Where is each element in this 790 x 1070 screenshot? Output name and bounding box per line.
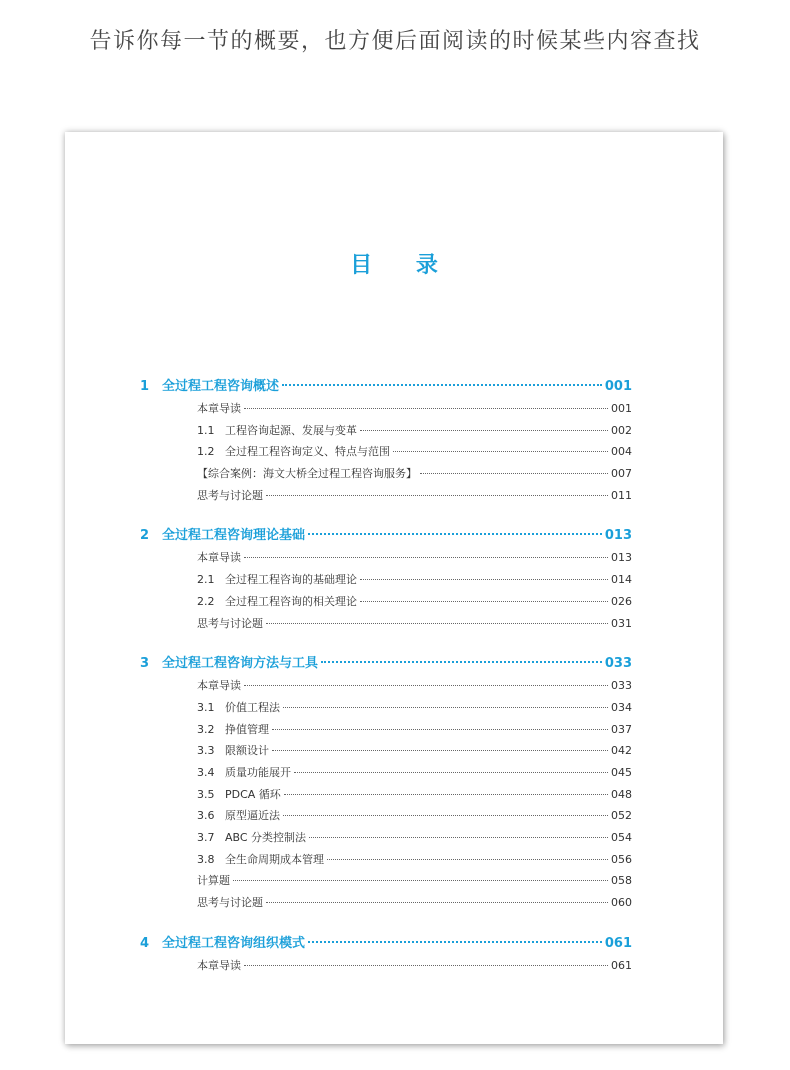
leader-dots (266, 901, 608, 903)
toc-entry[interactable] (140, 441, 632, 463)
entry-title: 计算题 (197, 874, 230, 888)
chapter-number: 2 (140, 528, 150, 544)
entry-title: 工程咨询起源、发展与变革 (225, 423, 357, 437)
toc-chapter-3[interactable] (140, 653, 632, 675)
entry-page: 011 (611, 488, 632, 502)
leader-dots (309, 836, 608, 838)
leader-dots (308, 532, 602, 535)
toc-entry[interactable] (140, 675, 632, 697)
entry-title: 思考与讨论题 (197, 896, 263, 910)
toc-entry[interactable] (140, 805, 632, 827)
toc-entry[interactable] (140, 892, 632, 914)
leader-dots (360, 600, 608, 602)
entry-title: 本章导读 (197, 551, 241, 565)
chapter-number: 3 (140, 656, 150, 672)
entry-number: 2.1 (197, 573, 215, 587)
entry-page: 031 (611, 616, 632, 630)
table-of-contents (140, 376, 632, 976)
toc-chapter-4[interactable] (140, 933, 632, 955)
leader-dots (321, 660, 602, 663)
toc-entry[interactable] (140, 591, 632, 613)
entry-page: 007 (611, 467, 632, 481)
leader-dots (360, 578, 608, 580)
entry-title: 【综合案例：海文大桥全过程工程咨询服务】 (197, 467, 417, 481)
leader-dots (272, 728, 608, 730)
entry-title: 思考与讨论题 (197, 616, 263, 630)
toc-entry[interactable] (140, 613, 632, 635)
chapter-page: 033 (604, 656, 632, 672)
toc-entry[interactable] (140, 849, 632, 871)
entry-number: 1.2 (197, 445, 215, 459)
entry-page: 048 (611, 787, 632, 801)
entry-title: 挣值管理 (225, 722, 269, 736)
entry-title: 本章导读 (197, 958, 241, 972)
toc-gap (140, 634, 632, 653)
leader-dots (272, 749, 608, 751)
entry-page: 045 (611, 765, 632, 779)
toc-entry[interactable] (140, 870, 632, 892)
entry-page: 060 (611, 896, 632, 910)
chapter-page: 061 (604, 935, 632, 951)
entry-number: 3.2 (197, 722, 215, 736)
entry-title: 全过程工程咨询的基础理论 (225, 573, 357, 587)
chapter-title: 全过程工程咨询概述 (162, 379, 280, 394)
leader-dots (294, 771, 608, 773)
entry-number: 3.4 (197, 765, 215, 779)
toc-gap (140, 506, 632, 525)
toc-entry[interactable] (140, 955, 632, 977)
leader-dots (233, 879, 608, 881)
entry-page: 034 (611, 700, 632, 714)
leader-dots (393, 450, 608, 452)
toc-entry[interactable] (140, 420, 632, 442)
leader-dots (244, 556, 608, 558)
entry-title: 全过程工程咨询的相关理论 (225, 594, 357, 608)
entry-number: 3.5 (197, 787, 215, 801)
entry-title: PDCA 循环 (225, 787, 281, 801)
toc-entry[interactable] (140, 485, 632, 507)
chapter-number: 4 (140, 935, 150, 951)
entry-page: 037 (611, 722, 632, 736)
entry-title: 价值工程法 (225, 700, 280, 714)
entry-page: 061 (611, 958, 632, 972)
toc-gap (140, 914, 632, 933)
leader-dots (420, 472, 608, 474)
entry-page: 002 (611, 423, 632, 437)
entry-number: 3.8 (197, 852, 215, 866)
toc-entry[interactable] (140, 762, 632, 784)
entry-title: 思考与讨论题 (197, 488, 263, 502)
leader-dots (266, 622, 608, 624)
entry-title: 全生命周期成本管理 (225, 852, 324, 866)
entry-title: 原型逼近法 (225, 809, 280, 823)
chapter-title: 全过程工程咨询组织模式 (162, 935, 306, 951)
toc-entry[interactable] (140, 784, 632, 806)
toc-chapter-1[interactable] (140, 376, 632, 398)
leader-dots (282, 383, 602, 386)
entry-page: 042 (611, 744, 632, 758)
entry-title: 限额设计 (225, 744, 269, 758)
entry-number: 3.6 (197, 809, 215, 823)
entry-title: 质量功能展开 (225, 765, 291, 779)
leader-dots (244, 964, 608, 966)
leader-dots (308, 940, 602, 943)
leader-dots (283, 814, 608, 816)
leader-dots (327, 858, 608, 860)
book-page (65, 132, 723, 1044)
entry-page: 013 (611, 551, 632, 565)
entry-page: 056 (611, 852, 632, 866)
toc-entry[interactable] (140, 463, 632, 485)
leader-dots (244, 684, 608, 686)
entry-number: 2.2 (197, 594, 215, 608)
entry-page: 058 (611, 874, 632, 888)
toc-entry[interactable] (140, 827, 632, 849)
toc-entry[interactable] (140, 697, 632, 719)
page-caption: 告诉你每一节的概要，也方便后面阅读的时候某些内容查找 (89, 29, 701, 54)
entry-page: 054 (611, 831, 632, 844)
leader-dots (266, 494, 608, 496)
toc-entry[interactable] (140, 569, 632, 591)
entry-page: 033 (611, 679, 632, 693)
leader-dots (244, 407, 608, 409)
toc-entry[interactable] (140, 398, 632, 420)
entry-title: 全过程工程咨询定义、特点与范围 (225, 445, 390, 459)
toc-chapter-2[interactable] (140, 525, 632, 547)
entry-page: 026 (611, 594, 632, 608)
entry-title: 本章导读 (197, 679, 241, 693)
entry-number: 3.7 (197, 831, 215, 844)
entry-page: 001 (611, 402, 632, 415)
chapter-page: 001 (604, 379, 632, 394)
entry-number: 1.1 (197, 423, 215, 437)
chapter-page: 013 (604, 528, 632, 544)
toc-entry[interactable] (140, 719, 632, 741)
entry-title: ABC 分类控制法 (225, 831, 307, 844)
entry-number: 3.1 (197, 700, 215, 714)
leader-dots (360, 429, 608, 431)
toc-title: 目 录 (350, 253, 456, 278)
chapter-number: 1 (140, 379, 150, 394)
leader-dots (284, 793, 608, 795)
toc-entry[interactable] (140, 547, 632, 569)
toc-entry[interactable] (140, 740, 632, 762)
entry-page: 014 (611, 573, 632, 587)
chapter-title: 全过程工程咨询理论基础 (162, 528, 306, 544)
entry-page: 004 (611, 445, 632, 459)
entry-title: 本章导读 (197, 402, 241, 415)
entry-number: 3.3 (197, 744, 215, 758)
chapter-title: 全过程工程咨询方法与工具 (162, 656, 319, 672)
entry-page: 052 (611, 809, 632, 823)
leader-dots (283, 706, 608, 708)
